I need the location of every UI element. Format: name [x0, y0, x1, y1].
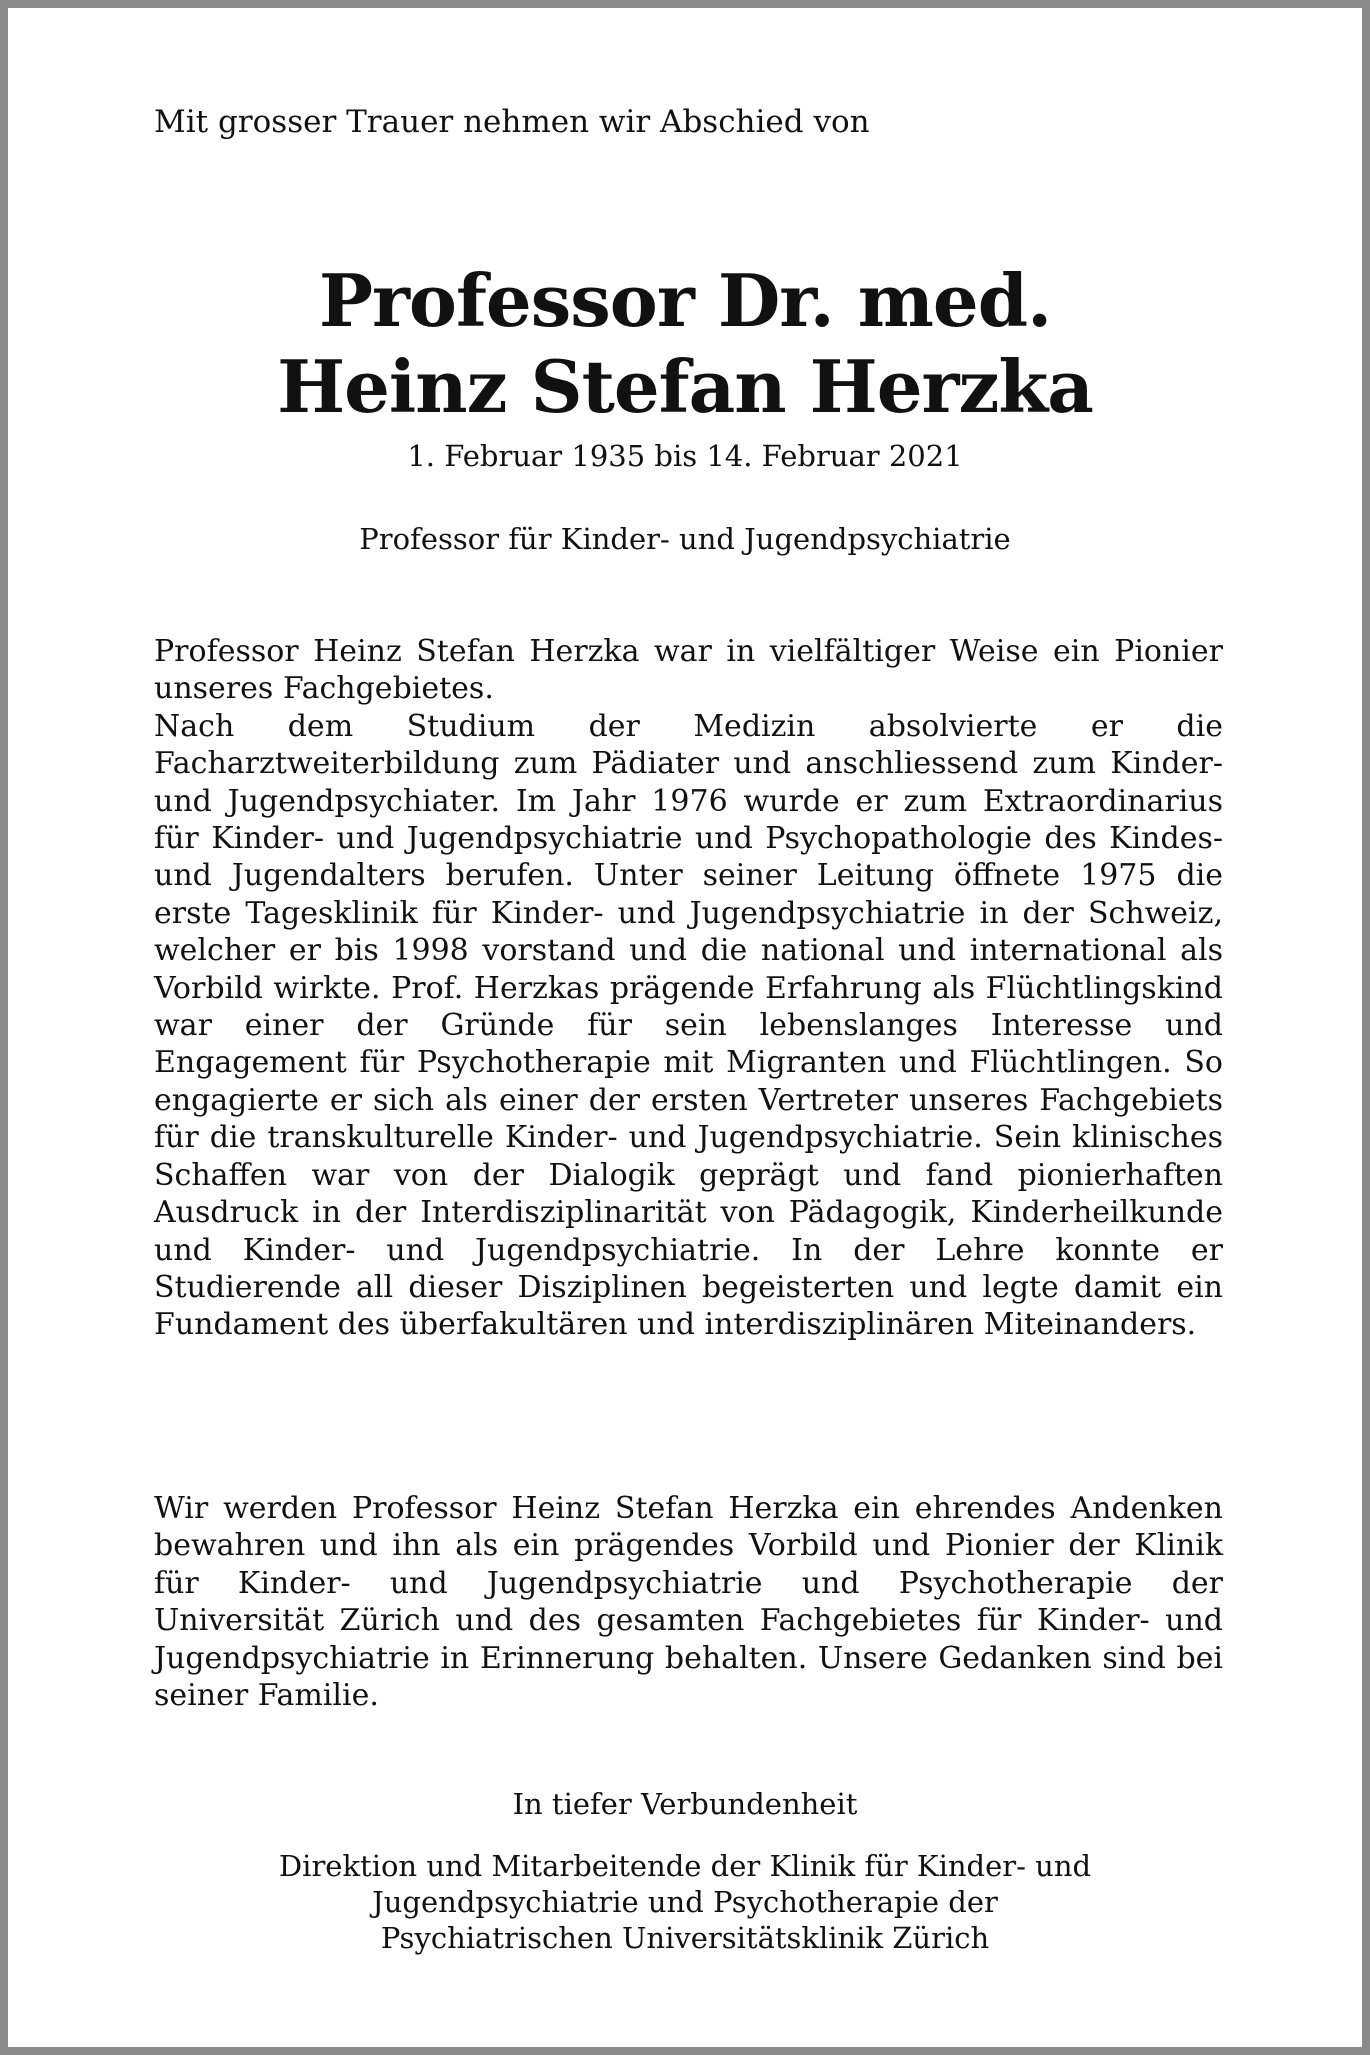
intro-text: Mit grosser Trauer nehmen wir Abschied von: [154, 104, 870, 140]
biography-paragraph: [154, 633, 1223, 1344]
remembrance-paragraph: Wir werden Professor Heinz Stefan Herzka ein ehrendes Andenken bewahren und ihn als ein prägendes Vorbild und Pionier der Klinik für Kinder- und Jugendpsychiatrie und Psychotherapie der Universität Zürich und des gesamten Fachgebietes für Kinder- und Jugendpsychiatrie in Erinnerung behalten. Unsere Gedanken sind bei seiner Familie.: [154, 1491, 1223, 1714]
obituary-page: [8, 8, 1362, 2047]
deceased-name: [8, 258, 1362, 430]
name-full-line: Heinz Stefan Herzka: [277, 344, 1093, 429]
biography-lead: Professor Heinz Stefan Herzka war in vielfältiger Weise ein Pionier unseres Fachgebietes.: [154, 634, 1223, 707]
signatories: [8, 1848, 1362, 1956]
signer-line: Direktion und Mitarbeitende der Klinik für Kinder- und: [278, 1849, 1092, 1883]
closing-line: In tiefer Verbundenheit: [512, 1787, 858, 1821]
signer-line: Psychiatrischen Universitätsklinik Zürich: [380, 1921, 990, 1955]
name-title-line: Professor Dr. med.: [318, 258, 1052, 343]
signer-line: Jugendpsychiatrie und Psychotherapie der: [372, 1885, 998, 1919]
profession-title: Professor für Kinder- und Jugendpsychiatrie: [359, 522, 1011, 556]
life-dates: 1. Februar 1935 bis 14. Februar 2021: [407, 439, 963, 473]
biography-body: Nach dem Studium der Medizin absolvierte er die Facharztweiterbildung zum Pädiater und anschliessend zum Kinder- und Jugendpsychiater. Im Jahr 1976 wurde er zum Extraordinarius für Kinder- und Jugendpsychiatrie und Psychopathologie des Kindes- und Jugendalters berufen. Unter seiner Leitung öffnete 1975 die erste Tagesklinik für Kinder- und Jugendpsychiatrie in der Schweiz, welcher er bis 1998 vorstand und die national und international als Vorbild wirkte. Prof. Herzkas prägende Erfahrung als Flüchtlingskind war einer der Gründe für sein lebenslanges Interesse und Engagement für Psychotherapie mit Migranten und Flüchtlingen. So engagierte er sich als einer der ersten Vertreter unseres Fachgebiets für die transkulturelle Kinder- und Jugendpsychiatrie. Sein klinisches Schaffen war von der Dialogik geprägt und fand pionierhaften Ausdruck in der Interdisziplinarität von Pädagogik, Kinderheilkunde und Kinder- und Jugendpsychiatrie. In der Lehre konnte er Studierende all dieser Disziplinen begeisterten und legte damit ein Fundament des überfakultären und interdisziplinären Miteinanders.: [154, 708, 1223, 1343]
